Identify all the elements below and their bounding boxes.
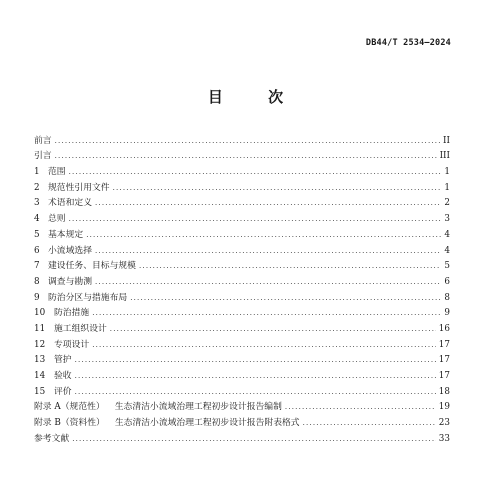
toc-dot-leader (130, 293, 441, 304)
toc-dot-leader (95, 198, 441, 209)
toc-entry-appendix-title: 生态清洁小流域治理工程初步设计报告编制 (114, 402, 282, 413)
toc-entry-page-number: 1 (444, 167, 450, 178)
toc-dot-leader (95, 277, 441, 288)
toc-entry[interactable] (34, 288, 450, 304)
toc-dot-leader (55, 151, 437, 162)
toc-entry-label: 防治措施 (54, 308, 90, 319)
toc-entry-page-number: 6 (444, 276, 450, 287)
toc-entry-label: 前言 (34, 135, 52, 146)
toc-entry[interactable] (34, 335, 450, 351)
toc-entry-number: 3 (34, 198, 40, 209)
toc-entry-label: 建设任务、目标与规模 (48, 261, 136, 272)
toc-dot-leader (86, 230, 441, 241)
toc-entry-page-number: 19 (438, 402, 450, 413)
toc-entry-page-number: 18 (438, 386, 450, 397)
toc-entry-label: 小流域选择 (48, 245, 92, 256)
toc-entry-page-number: 33 (438, 433, 450, 444)
toc-entry[interactable] (34, 131, 450, 147)
toc-dot-leader (69, 167, 441, 178)
toc-dot-leader (75, 387, 436, 398)
toc-entry[interactable] (34, 382, 450, 398)
toc-entry-label: 总则 (48, 214, 66, 225)
toc-entry-label: 范围 (48, 167, 66, 178)
toc-entry-number: 11 (34, 323, 46, 334)
toc-entry-number: 6 (34, 245, 40, 256)
toc-entry[interactable] (34, 147, 450, 163)
toc-entry-page-number: II (443, 135, 450, 146)
toc-dot-leader (285, 402, 436, 413)
toc-entry-label: 规范性引用文件 (48, 182, 110, 193)
toc-entry-label: 基本规定 (48, 229, 84, 240)
toc-entry-page-number: 17 (438, 339, 450, 350)
toc-entry-page-number: 23 (438, 418, 450, 429)
toc-dot-leader (75, 355, 436, 366)
toc-entry-page-number: 2 (444, 198, 450, 209)
toc-entry-page-number: 16 (438, 323, 450, 334)
toc-entry-page-number: 17 (438, 371, 450, 381)
toc-entry-number: 8 (34, 276, 40, 287)
toc-entry[interactable] (34, 366, 450, 382)
toc-entry[interactable] (34, 272, 450, 288)
toc-entry-number: 7 (34, 261, 40, 272)
toc-dot-leader (92, 308, 441, 319)
toc-dot-leader (92, 340, 436, 351)
toc-entry-appendix-title: 生态清洁小流域治理工程初步设计报告附表格式 (114, 418, 300, 429)
toc-entry-page-number: 8 (444, 292, 450, 303)
toc-entry-label: 施工组织设计 (54, 323, 107, 334)
toc-entry-number: 13 (34, 355, 46, 366)
toc-entry-label: 附录 B（资料性） (34, 418, 105, 429)
toc-entry-label: 评价 (54, 386, 72, 397)
toc-entry[interactable] (34, 319, 450, 335)
toc-entry[interactable] (34, 241, 450, 257)
toc-entry[interactable] (34, 194, 450, 210)
toc-entry[interactable] (34, 351, 450, 367)
toc-entry-number: 14 (34, 371, 46, 381)
toc-entry-label: 管护 (54, 355, 72, 366)
toc-entry-label: 验收 (54, 371, 72, 381)
toc-dot-leader (110, 324, 436, 335)
toc-entry-label: 术语和定义 (48, 198, 92, 209)
toc-dot-leader (303, 418, 436, 429)
table-of-contents (34, 131, 450, 445)
toc-entry-label: 专项设计 (54, 339, 90, 350)
toc-entry-number: 5 (34, 229, 40, 240)
toc-dot-leader (69, 214, 441, 225)
toc-entry-number: 9 (34, 292, 40, 303)
toc-entry-page-number: 9 (444, 308, 450, 319)
toc-entry-label: 参考文献 (34, 433, 70, 444)
toc-entry-number: 10 (34, 308, 46, 319)
toc-title: 目 次 (207, 88, 304, 106)
toc-entry-label: 调查与勘测 (48, 276, 92, 287)
toc-entry[interactable] (34, 257, 450, 273)
toc-entry-page-number: 4 (444, 229, 450, 240)
toc-dot-leader (139, 261, 441, 272)
toc-entry-page-number: 3 (444, 214, 450, 225)
toc-dot-leader (72, 434, 436, 445)
toc-entry-number: 15 (34, 386, 46, 397)
toc-entry[interactable] (34, 429, 450, 445)
toc-entry[interactable] (34, 178, 450, 194)
toc-entry-page-number: 5 (444, 261, 450, 272)
toc-entry[interactable] (34, 225, 450, 241)
toc-entry-label: 引言 (34, 151, 52, 162)
toc-entry[interactable] (34, 413, 450, 429)
toc-entry-number: 2 (34, 182, 40, 193)
toc-entry-number: 12 (34, 339, 46, 350)
toc-entry[interactable] (34, 398, 450, 414)
toc-entry-page-number: III (439, 151, 450, 162)
toc-dot-leader (113, 183, 441, 194)
toc-entry-page-number: 1 (444, 182, 450, 193)
toc-entry-page-number: 17 (438, 355, 450, 366)
toc-entry[interactable] (34, 162, 450, 178)
toc-dot-leader (75, 371, 436, 382)
standard-code: DB44/T 2534—2024 (365, 38, 451, 48)
toc-entry-label: 防治分区与措施布局 (48, 292, 128, 303)
toc-entry[interactable] (34, 209, 450, 225)
toc-entry-page-number: 4 (444, 245, 450, 256)
toc-entry-number: 4 (34, 214, 40, 225)
toc-entry-number: 1 (34, 167, 40, 178)
toc-entry-label: 附录 A（规范性） (34, 402, 105, 413)
toc-entry[interactable] (34, 304, 450, 320)
toc-dot-leader (95, 246, 441, 257)
toc-dot-leader (55, 136, 440, 147)
